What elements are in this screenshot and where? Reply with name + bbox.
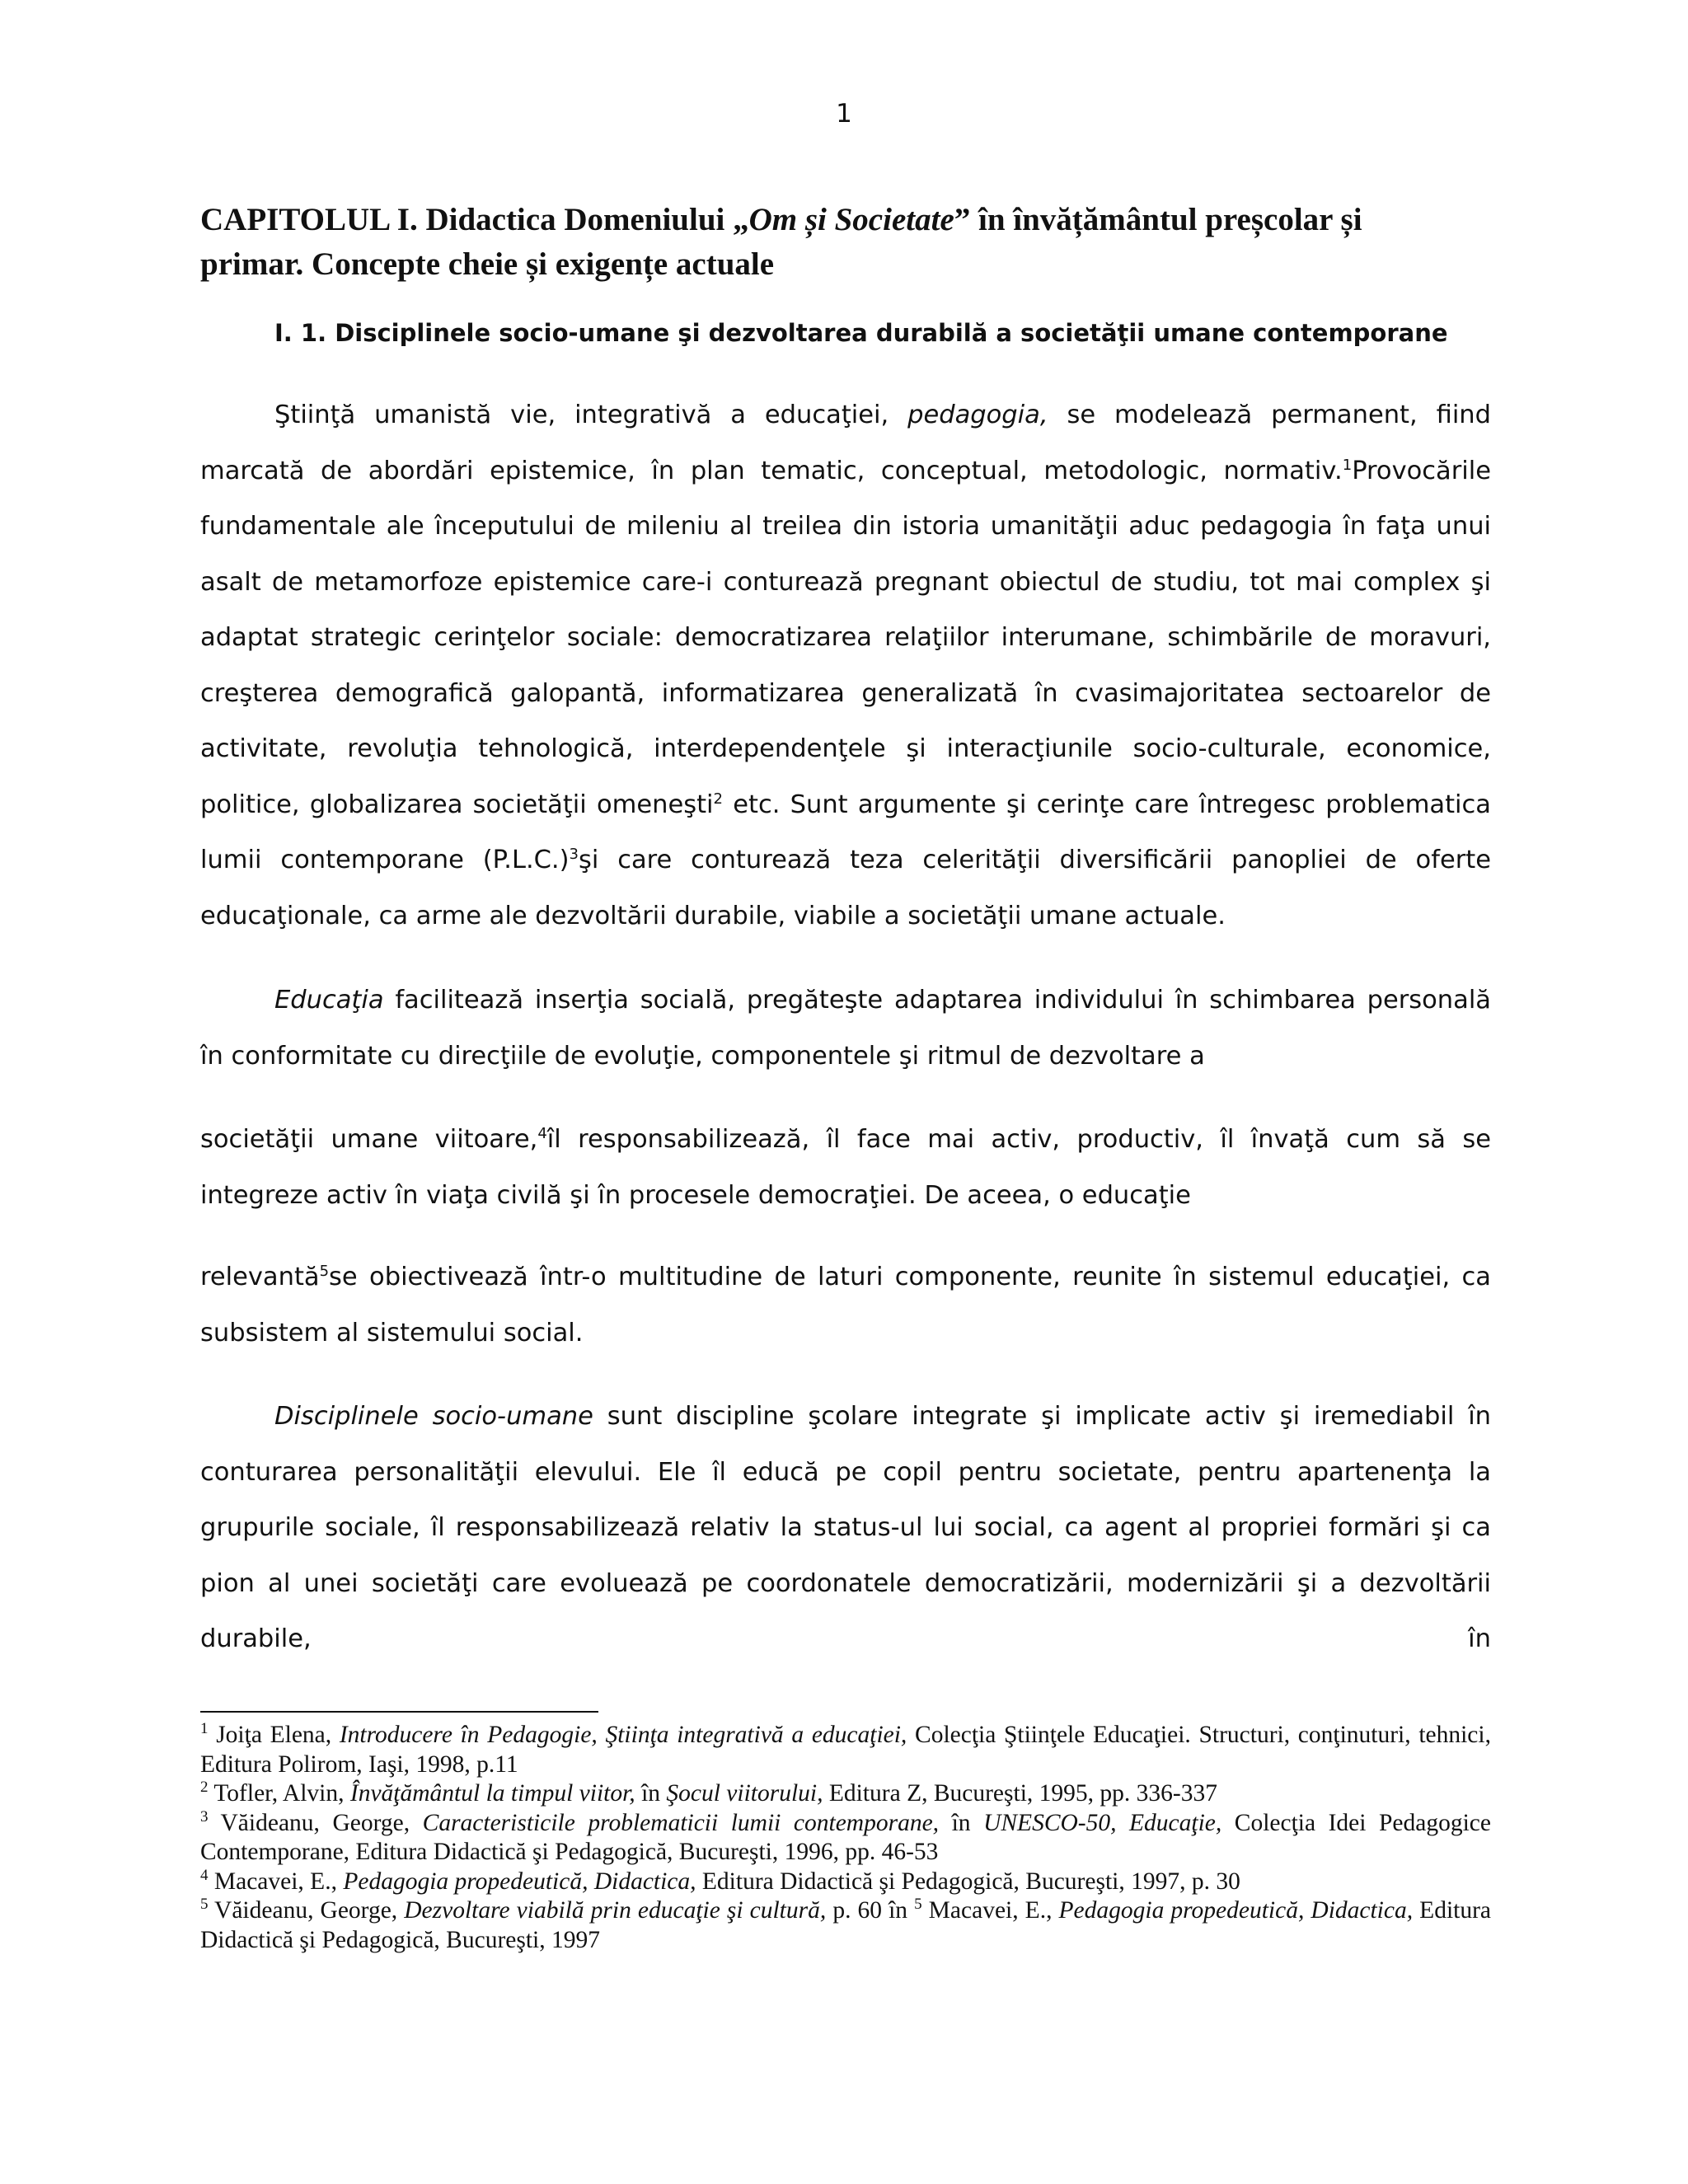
footnote-connector: în [939, 1809, 984, 1836]
paragraph-2-text-a: facilitează inserţia socială, pregăteşte adaptarea individului în schimbarea personală în conformitate cu direcţiile de evoluţie, componentele şi ritmul de dezvoltare a [200, 986, 1491, 1071]
footnote-rest: Editura Z, Bucureşti, 1995, pp. 336-337 [823, 1780, 1217, 1807]
footnote-number: 2 [200, 1779, 209, 1797]
paragraph-2-text-c: îl responsabilizează, îl face mai activ, productiv, îl învaţă cum să se integreze activ în viaţa civilă şi în procesele democraţiei. De aceea, o educaţie [200, 1125, 1492, 1210]
footnote-4 [200, 1868, 1491, 1897]
footnotes [200, 1721, 1491, 1955]
footnote-ref-4[interactable]: 4 [537, 1124, 547, 1142]
paragraph-1-text-e: şi care conturează teza celerităţii diversificării panopliei de oferte educaţionale, ca arme ale dezvoltării durabile, viabile a societăţii umane actuale. [200, 846, 1491, 930]
footnote-ref-1[interactable]: 1 [1342, 456, 1353, 474]
footnote-number: 5 [200, 1896, 209, 1914]
footnote-ref-2[interactable]: 2 [713, 790, 723, 808]
paragraph-1-italic: pedagogia, [907, 401, 1048, 429]
chapter-title-line2: primar. Concepte cheie și exigențe actuale [200, 246, 775, 282]
footnote-source-title: UNESCO-50, Educaţie, [983, 1809, 1222, 1836]
paragraph-2-text-e: se obiectivează într-o multitudine de laturi componente, reunite în sistemul educaţiei, ca subsistem al sistemului social. [200, 1263, 1491, 1347]
footnote-source-title: Pedagogia propedeutică, Didactica, [1058, 1897, 1414, 1924]
paragraph-2-text-d: relevantă [200, 1263, 320, 1291]
footnote-author: Macavei, E., [208, 1868, 344, 1895]
paragraph-2-text-b: societăţii umane viitoare, [200, 1125, 538, 1154]
footnote-5 [200, 1896, 1491, 1955]
section-heading: I. 1. Disciplinele socio-umane şi dezvoltarea durabilă a societăţii umane contemporane [274, 319, 1448, 347]
footnote-author: Văideanu, George, [208, 1809, 423, 1836]
footnote-inner-number: 5 [914, 1896, 922, 1914]
footnote-author: Văideanu, George, [208, 1897, 405, 1924]
paragraph-1-text-b: se modelează permanent, fiind marcată de abordări epistemice, în plan tematic, conceptual, metodologic, normativ. [200, 401, 1491, 485]
footnote-second-author: Macavei, E., [921, 1897, 1059, 1924]
paragraph-1-text-d: etc. Sunt argumente şi cerinţe care întregesc problematica lumii contemporane (P.L.C.) [200, 790, 1491, 874]
paragraph-1-text-a: Ştiinţă umanistă vie, integrativă a educaţiei, [274, 401, 908, 429]
footnote-number: 3 [200, 1807, 209, 1825]
footnote-title: Învăţământul la timpul viitor, [349, 1780, 635, 1807]
paragraph-3-italic: Disciplinele socio-umane [274, 1402, 593, 1431]
page-number: 1 [836, 99, 852, 129]
paragraph-1-text-c: Provocările fundamentale ale începutului de mileniu al treilea din istoria umanităţii aduc pedagogia în faţa unui asalt de metamorfoze epistemice care-i conturează pregnant obiectul de studiu, tot mai complex şi adaptat strategic cerinţelor sociale: democratizarea relaţiilor interumane, schimbările de moravuri, creşterea demografică galopantă, informatizarea generalizată în cvasimajoritatea sectoarelor de activitate, revoluţia tehnologică, interdependenţele şi interacţiunile socio-culturale, economice, politice, globalizarea societăţii omeneşti [200, 456, 1491, 819]
paragraph-2-part-1 [200, 972, 1491, 1084]
footnote-1 [200, 1721, 1491, 1779]
footnote-connector: în [635, 1780, 667, 1807]
footnote-ref-3[interactable]: 3 [569, 845, 579, 863]
paragraph-2-part-3 [200, 1249, 1491, 1361]
footnote-rest: Colecţia Ştiinţele Educaţiei. Structuri, conţinuturi, tehnici, Editura Polirom, Iaşi, 1998, p.11 [200, 1722, 1491, 1778]
footnote-3 [200, 1809, 1491, 1868]
footnote-ref-5[interactable]: 5 [319, 1262, 330, 1280]
paragraph-2-part-2 [200, 1112, 1491, 1223]
footnote-source-title: Şocul viitorului, [666, 1780, 823, 1807]
footnote-connector: p. 60 în [826, 1897, 915, 1924]
footnote-title: Introducere în Pedagogie, Ştiinţa integrativă a educaţiei, [339, 1722, 907, 1748]
chapter-title-italic: Om și Societate [748, 202, 954, 237]
footnote-separator [200, 1711, 598, 1713]
footnote-rest: Colecţia Idei Pedagogice Contemporane, Editura Didactică şi Pedagogică, Bucureşti, 1996, pp. 46-53 [200, 1809, 1491, 1865]
footnote-author: Tofler, Alvin, [208, 1780, 350, 1807]
paragraph-3-text-a: sunt discipline şcolare integrate şi implicate activ şi iremediabil în conturarea personalităţii elevului. Ele îl educă pe copil pentru societate, pentru apartenenţa la grupurile sociale, îl responsabilizează relativ la status-ul lui social, ca agent al propriei formări şi ca pion al unei societăţi care evoluează pe coordonatele democratizării, modernizării şi a dezvoltării durabile, în [200, 1402, 1492, 1653]
footnote-rest: Editura Didactică şi Pedagogică, Bucureşti, 1997, p. 30 [696, 1868, 1240, 1895]
footnote-title: Caracteristicile problematicii lumii contemporane, [422, 1809, 940, 1836]
chapter-title-prefix: CAPITOLUL I. Didactica Domeniului „ [200, 202, 749, 237]
chapter-title [200, 198, 1486, 287]
footnote-title: Pedagogia propedeutică, Didactica, [343, 1868, 696, 1895]
footnote-2 [200, 1779, 1491, 1809]
paragraph-2-italic: Educaţia [274, 986, 384, 1015]
chapter-title-middle: ” în învățământul preșcolar și [954, 202, 1362, 237]
footnote-rest: Editura Didactică şi Pedagogică, Bucureşti, 1997 [200, 1897, 1492, 1953]
footnote-author: Joiţa Elena, [208, 1722, 340, 1748]
paragraph-1 [200, 387, 1491, 944]
footnote-title: Dezvoltare viabilă prin educaţie şi cultură, [404, 1897, 827, 1924]
footnote-number: 1 [200, 1720, 209, 1738]
paragraph-3 [200, 1389, 1491, 1667]
footnote-number: 4 [200, 1866, 209, 1884]
